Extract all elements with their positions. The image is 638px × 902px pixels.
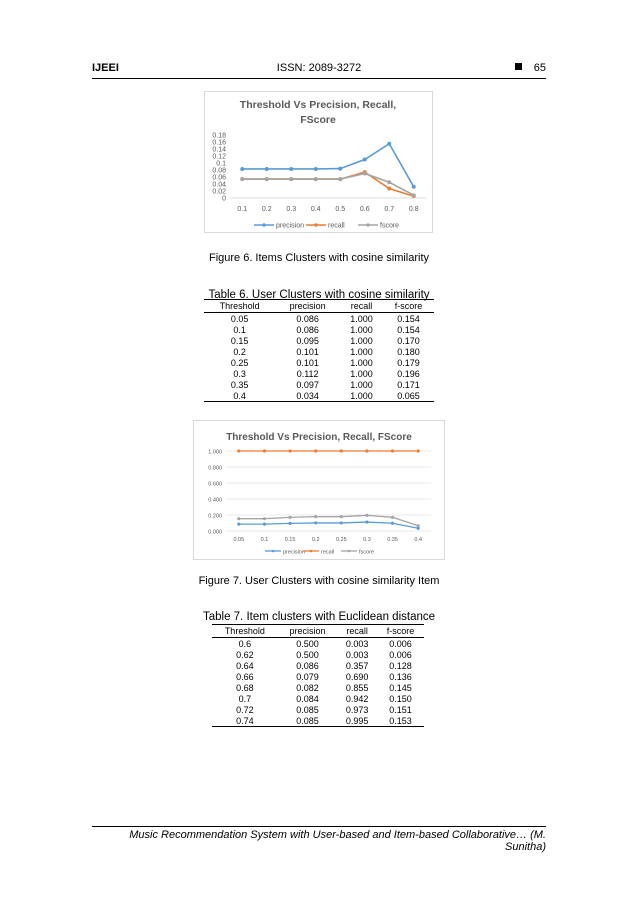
figure6-chart-svg xyxy=(204,91,433,233)
data-point-fscore xyxy=(314,515,317,518)
legend-label: recall xyxy=(328,222,345,230)
data-point-recall xyxy=(237,449,240,452)
figure7-chart-svg xyxy=(193,420,445,560)
table6-cell: 0.25 xyxy=(230,357,249,368)
data-point-fscore xyxy=(288,516,291,519)
data-point-precision xyxy=(288,522,291,525)
figure6-chart-title-line2: FScore xyxy=(300,114,336,126)
data-point-fscore xyxy=(363,172,367,176)
legend-label: precision xyxy=(283,549,306,556)
y-tick-label: 0 xyxy=(222,195,226,203)
x-tick-label: 0.25 xyxy=(335,537,347,543)
y-tick-label: 0.200 xyxy=(208,513,222,520)
table7-cell: 0.973 xyxy=(345,704,369,715)
table6-cell: 1.000 xyxy=(350,379,373,390)
figure7-chart xyxy=(193,420,445,560)
table7-cell: 0.6 xyxy=(238,638,252,649)
legend-marker xyxy=(366,223,369,226)
y-tick-label: 0.12 xyxy=(212,153,226,161)
table-row xyxy=(212,693,424,704)
legend-marker xyxy=(314,223,317,226)
page-number: 65 xyxy=(533,62,546,74)
data-point-fscore xyxy=(412,193,416,197)
table6-cell: 0.170 xyxy=(397,335,420,346)
table6-header-cell: precision xyxy=(275,300,340,313)
table-row xyxy=(212,638,424,650)
table7-cell: 0.72 xyxy=(236,704,254,715)
y-tick-label: 1.000 xyxy=(208,449,222,456)
table7-header-cell: recall xyxy=(337,625,377,638)
table6-cell: 0.101 xyxy=(296,346,319,357)
data-point-fscore xyxy=(387,180,391,184)
table7-cell: 0.136 xyxy=(389,671,412,682)
table-row xyxy=(204,335,434,346)
table6-cell: 0.034 xyxy=(275,390,340,402)
table7-cell: 0.006 xyxy=(389,638,412,649)
table6-cell: 0.065 xyxy=(383,390,434,402)
table7-header-cell: f-score xyxy=(377,625,424,638)
page-footer: Music Recommendation System with User-based and Item-based Collaborative… (M. Sunitha) xyxy=(129,829,546,853)
table6-cell: 0.3 xyxy=(233,368,246,379)
table6-cell: 0.4 xyxy=(204,390,275,402)
x-tick-label: 0.7 xyxy=(384,206,395,213)
table-row xyxy=(204,324,434,335)
table7-cell: 0.085 xyxy=(296,704,319,715)
table7-cell: 0.500 xyxy=(296,638,319,649)
legend-label: fscore xyxy=(359,549,374,556)
table6-cell: 1.000 xyxy=(350,357,373,368)
table-row xyxy=(204,346,434,357)
x-tick-label: 0.5 xyxy=(335,206,346,213)
table6-cell: 0.15 xyxy=(230,335,249,346)
table6-cell: 0.05 xyxy=(230,313,249,324)
table6-cell: 0.097 xyxy=(296,379,319,390)
data-point-precision xyxy=(314,521,317,524)
data-point-fscore xyxy=(391,516,394,519)
table7-header-cell: Threshold xyxy=(212,625,278,638)
table7-cell: 0.153 xyxy=(377,715,424,727)
table7-cell: 0.150 xyxy=(389,693,412,704)
data-point-recall xyxy=(417,449,420,452)
y-tick-label: 0.1 xyxy=(216,160,226,168)
data-point-recall xyxy=(365,449,368,452)
table-row xyxy=(204,390,434,402)
data-point-recall xyxy=(387,187,391,191)
table6-title: Table 6. User Clusters with cosine similarity xyxy=(208,289,430,301)
data-point-fscore xyxy=(240,177,244,181)
data-point-recall xyxy=(288,449,291,452)
table6-cell: 0.1 xyxy=(233,324,246,335)
table6-cell: 1.000 xyxy=(350,368,373,379)
y-tick-label: 0.000 xyxy=(208,529,222,536)
table6-cell: 1.000 xyxy=(350,335,373,346)
table7-cell: 0.145 xyxy=(389,682,412,693)
table6-cell: 1.000 xyxy=(350,346,373,357)
x-tick-label: 0.05 xyxy=(233,537,245,543)
table7-cell: 0.62 xyxy=(236,649,254,660)
table7-cell: 0.64 xyxy=(236,660,254,671)
x-tick-label: 0.3 xyxy=(286,206,297,213)
issn: ISSN: 2089-3272 xyxy=(276,62,362,74)
data-point-fscore xyxy=(265,177,269,181)
table7-cell: 0.151 xyxy=(389,704,412,715)
data-point-precision xyxy=(365,520,368,523)
square-bullet-icon xyxy=(515,63,522,70)
table6-header-cell: f-score xyxy=(383,300,434,313)
data-point-fscore xyxy=(340,515,343,518)
legend-marker xyxy=(348,550,351,553)
data-point-precision xyxy=(340,521,343,524)
data-point-recall xyxy=(314,449,317,452)
y-tick-label: 0.400 xyxy=(208,497,222,504)
table7-cell: 0.003 xyxy=(345,649,369,660)
data-point-precision xyxy=(314,167,318,171)
data-point-precision xyxy=(263,523,266,526)
table-row xyxy=(204,368,434,379)
x-tick-label: 0.2 xyxy=(261,206,272,213)
x-tick-label: 0.3 xyxy=(363,537,371,543)
journal-name: IJEEI xyxy=(92,62,119,74)
y-tick-label: 0.08 xyxy=(212,167,226,175)
table7-cell: 0.085 xyxy=(278,715,338,727)
table7 xyxy=(212,624,424,727)
table-row xyxy=(212,682,424,693)
data-point-fscore xyxy=(263,517,266,520)
legend-label: precision xyxy=(276,222,305,230)
table6-cell: 0.35 xyxy=(230,379,249,390)
table6-cell: 0.095 xyxy=(296,335,319,346)
table7-cell: 0.66 xyxy=(236,671,254,682)
data-point-precision xyxy=(265,167,269,171)
x-tick-label: 0.1 xyxy=(260,537,269,543)
legend-label: fscore xyxy=(380,222,400,230)
table6-cell: 0.171 xyxy=(397,379,420,390)
table-row xyxy=(212,704,424,715)
table6-cell: 0.101 xyxy=(296,357,319,368)
table7-cell: 0.855 xyxy=(345,682,369,693)
table7-cell: 0.690 xyxy=(345,671,369,682)
x-tick-label: 0.4 xyxy=(310,206,321,213)
table7-header-cell: precision xyxy=(278,625,338,638)
table7-cell: 0.7 xyxy=(238,693,252,704)
table-row xyxy=(212,649,424,660)
y-tick-label: 0.06 xyxy=(212,174,226,182)
page-header xyxy=(92,62,546,78)
figure6-chart-title-line1: Threshold Vs Precision, Recall, xyxy=(239,99,397,111)
table7-cell: 0.74 xyxy=(212,715,278,727)
x-tick-label: 0.35 xyxy=(387,537,398,543)
page-number-block xyxy=(515,62,546,74)
table-row xyxy=(212,660,424,671)
table-row xyxy=(204,357,434,368)
data-point-fscore xyxy=(365,514,368,517)
data-point-fscore xyxy=(237,517,240,520)
table6-cell: 0.086 xyxy=(296,313,319,324)
footer-rule xyxy=(92,826,546,827)
data-point-precision xyxy=(338,167,342,171)
data-point-precision xyxy=(289,167,293,171)
data-point-recall xyxy=(263,449,266,452)
table6-cell: 0.196 xyxy=(397,368,420,379)
table6-cell: 0.112 xyxy=(296,368,319,379)
y-tick-label: 0.16 xyxy=(212,139,226,147)
data-point-precision xyxy=(391,522,394,525)
table-row xyxy=(212,671,424,682)
data-point-precision xyxy=(237,523,240,526)
legend-marker xyxy=(262,223,265,226)
table7-cell: 0.003 xyxy=(345,638,369,649)
table7-cell: 0.995 xyxy=(337,715,377,727)
data-point-precision xyxy=(387,142,391,146)
table6-header-cell: Threshold xyxy=(204,300,275,313)
table7-cell: 0.500 xyxy=(296,649,319,660)
legend-marker xyxy=(310,550,313,553)
table7-cell: 0.942 xyxy=(345,693,369,704)
y-tick-label: 0.02 xyxy=(212,188,226,196)
table7-cell: 0.357 xyxy=(345,660,369,671)
y-tick-label: 0.18 xyxy=(212,132,226,140)
table7-title: Table 7. Item clusters with Euclidean distance xyxy=(202,611,436,623)
data-point-fscore xyxy=(417,524,420,527)
table7-cell: 0.082 xyxy=(296,682,319,693)
data-point-fscore xyxy=(314,177,318,181)
x-tick-label: 0.4 xyxy=(414,537,423,543)
data-point-fscore xyxy=(289,177,293,181)
data-point-precision xyxy=(240,167,244,171)
y-tick-label: 0.14 xyxy=(212,146,226,154)
data-point-precision xyxy=(363,158,367,162)
header-rule xyxy=(92,78,546,79)
table6-cell: 0.2 xyxy=(233,346,246,357)
data-point-precision xyxy=(412,185,416,189)
data-point-fscore xyxy=(338,177,342,181)
y-tick-label: 0.800 xyxy=(208,465,222,472)
table6 xyxy=(204,299,434,402)
x-tick-label: 0.2 xyxy=(311,537,320,543)
table6-cell: 1.000 xyxy=(350,324,373,335)
x-tick-label: 0.15 xyxy=(284,537,296,543)
table6-cell: 0.180 xyxy=(397,346,420,357)
table7-cell: 0.079 xyxy=(296,671,319,682)
table6-cell: 0.179 xyxy=(397,357,420,368)
y-tick-label: 0.600 xyxy=(208,481,222,488)
y-tick-label: 0.04 xyxy=(212,181,226,189)
x-tick-label: 0.1 xyxy=(237,206,248,213)
figure6-caption: Figure 6. Items Clusters with cosine similarity xyxy=(208,252,430,264)
table-row xyxy=(204,313,434,325)
table7-cell: 0.086 xyxy=(296,660,319,671)
table6-cell: 0.086 xyxy=(296,324,319,335)
x-tick-label: 0.8 xyxy=(408,206,419,213)
figure7-chart-title: Threshold Vs Precision, Recall, FScore xyxy=(226,432,412,443)
table-row xyxy=(212,715,424,727)
table-row xyxy=(204,379,434,390)
data-point-recall xyxy=(340,449,343,452)
table6-cell: 0.154 xyxy=(397,324,420,335)
figure6-chart xyxy=(204,91,433,233)
table6-cell: 1.000 xyxy=(340,390,383,402)
x-tick-label: 0.6 xyxy=(359,206,370,213)
table7-cell: 0.084 xyxy=(296,693,319,704)
legend-marker xyxy=(272,550,275,553)
legend-label: recall xyxy=(321,549,335,556)
table7-cell: 0.128 xyxy=(389,660,412,671)
table6-cell: 1.000 xyxy=(350,313,373,324)
figure7-caption: Figure 7. User Clusters with cosine similarity Item xyxy=(198,575,440,587)
table6-cell: 0.154 xyxy=(397,313,420,324)
data-point-recall xyxy=(391,449,394,452)
table7-cell: 0.006 xyxy=(389,649,412,660)
table7-cell: 0.68 xyxy=(236,682,254,693)
table6-header-cell: recall xyxy=(340,300,383,313)
